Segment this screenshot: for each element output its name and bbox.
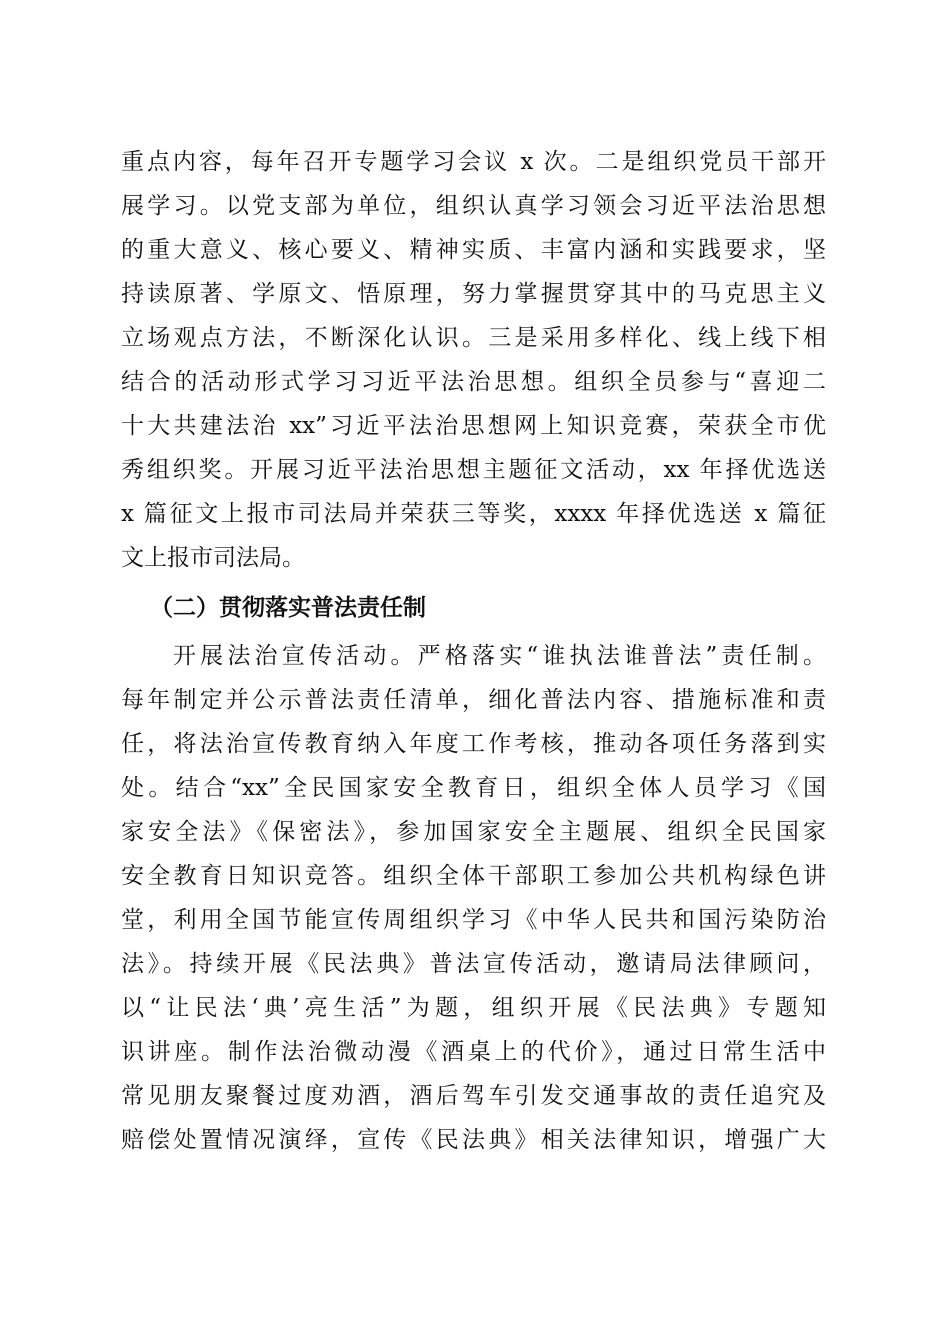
paragraph-line: 处。结合“xx”全民国家安全教育日，组织全体人员学习《国 xyxy=(121,775,826,801)
paragraph-line: 立场观点方法，不断深化认识。三是采用多样化、线上线下相 xyxy=(121,325,826,351)
paragraph-line: 开展法治宣传活动。严格落实“谁执法谁普法”责任制。 xyxy=(173,643,826,669)
paragraph-line: 家安全法》《保密法》，参加国家安全主题展、组织全民国家 xyxy=(121,819,826,845)
paragraph-line: 展学习。以党支部为单位，组织认真学习领会习近平法治思想 xyxy=(121,193,826,219)
section-heading: （二）贯彻落实普法责任制 xyxy=(150,594,426,621)
paragraph-line: x 篇征文上报市司法局并荣获三等奖，xxxx 年择优选送 x 篇征 xyxy=(121,501,826,527)
paragraph-line: 结合的活动形式学习习近平法治思想。组织全员参与“喜迎二 xyxy=(121,369,826,395)
paragraph-line: 的重大意义、核心要义、精神实质、丰富内涵和实践要求，坚 xyxy=(121,237,826,263)
paragraph-line: 文上报市司法局。 xyxy=(121,545,305,571)
paragraph-line: 法》。持续开展《民法典》普法宣传活动，邀请局法律顾问， xyxy=(121,951,826,977)
paragraph-line: 安全教育日知识竞答。组织全体干部职工参加公共机构绿色讲 xyxy=(121,863,826,889)
paragraph-line: 堂，利用全国节能宣传周组织学习《中华人民共和国污染防治 xyxy=(121,907,826,933)
paragraph-line: 以“让民法‘典’亮生活”为题，组织开展《民法典》专题知 xyxy=(121,995,826,1021)
paragraph-line: 识讲座。制作法治微动漫《酒桌上的代价》，通过日常生活中 xyxy=(121,1039,826,1065)
paragraph-line: 秀组织奖。开展习近平法治思想主题征文活动，xx 年择优选送 xyxy=(121,457,826,483)
paragraph-line: 任，将法治宣传教育纳入年度工作考核，推动各项任务落到实 xyxy=(121,731,826,757)
paragraph-line: 常见朋友聚餐过度劝酒，酒后驾车引发交通事故的责任追究及 xyxy=(121,1083,826,1109)
paragraph-line: 每年制定并公示普法责任清单，细化普法内容、措施标准和责 xyxy=(121,687,826,713)
paragraph-line: 重点内容，每年召开专题学习会议 x 次。二是组织党员干部开 xyxy=(121,149,826,175)
paragraph-line: 赔偿处置情况演绎，宣传《民法典》相关法律知识，增强广大 xyxy=(121,1127,826,1153)
paragraph-line: 十大共建法治 xx”习近平法治思想网上知识竞赛，荣获全市优 xyxy=(121,413,826,439)
paragraph-line: 持读原著、学原文、悟原理，努力掌握贯穿其中的马克思主义 xyxy=(121,281,826,307)
